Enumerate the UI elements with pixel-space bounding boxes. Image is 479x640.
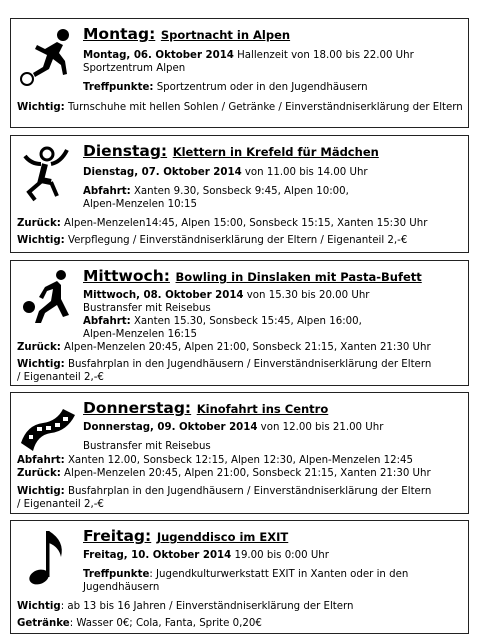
meet-line: Treffpunkte: Jugendkulturwerkstatt EXIT in Xanten oder in den bbox=[83, 569, 409, 580]
location-line: Sportzentrum Alpen bbox=[83, 63, 186, 74]
date-line: Dienstag, 07. Oktober 2014 von 11.00 bis 14.00 Uhr bbox=[83, 167, 368, 178]
monday-box bbox=[10, 18, 469, 128]
wednesday-title bbox=[83, 266, 422, 285]
tuesday-box bbox=[10, 135, 469, 253]
important-line: Wichtig: Busfahrplan in den Jugendhäusern / Einverständniserklärung der Eltern bbox=[17, 359, 432, 370]
event-label: Kinofahrt ins Centro bbox=[196, 402, 329, 416]
important-line: Wichtig: Verpflegung / Einverständniserklärung der Eltern / Eigenanteil 2,-€ bbox=[17, 235, 408, 246]
date-line: Montag, 06. Oktober 2014 Hallenzeit von 18.00 bis 22.00 Uhr bbox=[83, 50, 414, 61]
transfer-line: Bustransfer mit Reisebus bbox=[83, 303, 211, 314]
depart-line: Abfahrt: Xanten 15.30, Sonsbeck 15:45, Alpen 16:00, bbox=[83, 316, 362, 327]
important-line: Wichtig: Busfahrplan in den Jugendhäusern / Einverständniserklärung der Eltern bbox=[17, 486, 432, 497]
depart-line-2: Alpen-Menzelen 10:15 bbox=[83, 199, 197, 210]
return-line: Zurück: Alpen-Menzelen14:45, Alpen 15:00, Sonsbeck 15:15, Xanten 15:30 Uhr bbox=[17, 218, 428, 229]
friday-title bbox=[83, 526, 288, 545]
return-line: Zurück: Alpen-Menzelen 20:45, Alpen 21:00, Sonsbeck 21:15, Xanten 21:30 Uhr bbox=[17, 342, 431, 353]
meet-line-2: Jugendhäusern bbox=[83, 582, 160, 593]
drinks-line: Getränke: Wasser 0€; Cola, Fanta, Sprite 0,20€ bbox=[17, 618, 262, 629]
day-label: Dienstag: bbox=[83, 142, 168, 160]
date-line: Mittwoch, 08. Oktober 2014 von 15.30 bis 20.00 Uhr bbox=[83, 290, 370, 301]
climber-icon bbox=[17, 142, 79, 204]
day-label: Montag: bbox=[83, 25, 156, 43]
monday-title bbox=[83, 24, 290, 43]
music-note-icon bbox=[17, 525, 79, 587]
day-label: Mittwoch: bbox=[83, 267, 170, 285]
tuesday-title bbox=[83, 141, 379, 160]
event-label: Klettern in Krefeld für Mädchen bbox=[172, 145, 379, 159]
depart-line: Abfahrt: Xanten 12.00, Sonsbeck 12:15, Alpen 12:30, Alpen-Menzelen 12:45 bbox=[17, 455, 414, 466]
date-line: Donnerstag, 09. Oktober 2014 von 12.00 bis 21.00 Uhr bbox=[83, 422, 384, 433]
soccer-player-icon bbox=[17, 25, 79, 87]
day-label: Donnerstag: bbox=[83, 399, 192, 417]
bowler-icon bbox=[17, 267, 79, 329]
important-line-2: / Eigenanteil 2,-€ bbox=[17, 499, 104, 510]
event-label: Bowling in Dinslaken mit Pasta-Bufett bbox=[175, 270, 422, 284]
event-label: Jugenddisco im EXIT bbox=[156, 530, 289, 544]
thursday-box bbox=[10, 392, 469, 514]
depart-line: Abfahrt: Xanten 9.30, Sonsbeck 9:45, Alpen 10:00, bbox=[83, 186, 349, 197]
depart-line-2: Alpen-Menzelen 16:15 bbox=[83, 329, 197, 340]
date-line: Freitag, 10. Oktober 2014 19.00 bis 0:00 Uhr bbox=[83, 550, 329, 561]
important-line: Wichtig: Turnschuhe mit hellen Sohlen / Getränke / Einverständniserklärung der Eltern bbox=[17, 102, 463, 113]
day-label: Freitag: bbox=[83, 527, 152, 545]
return-line: Zurück: Alpen-Menzelen 20:45, Alpen 21:00, Sonsbeck 21:15, Xanten 21:30 Uhr bbox=[17, 468, 431, 479]
thursday-title bbox=[83, 398, 328, 417]
transfer-line: Bustransfer mit Reisebus bbox=[83, 441, 211, 452]
important-line-2: / Eigenanteil 2,-€ bbox=[17, 372, 104, 383]
meet-line: Treffpunkte: Sportzentrum oder in den Jugendhäusern bbox=[83, 82, 368, 93]
wednesday-box bbox=[10, 260, 469, 386]
event-label: Sportnacht in Alpen bbox=[160, 28, 291, 42]
film-strip-icon bbox=[17, 395, 79, 457]
friday-box bbox=[10, 520, 469, 634]
important-line: Wichtig: ab 13 bis 16 Jahren / Einverständniserklärung der Eltern bbox=[17, 601, 354, 612]
